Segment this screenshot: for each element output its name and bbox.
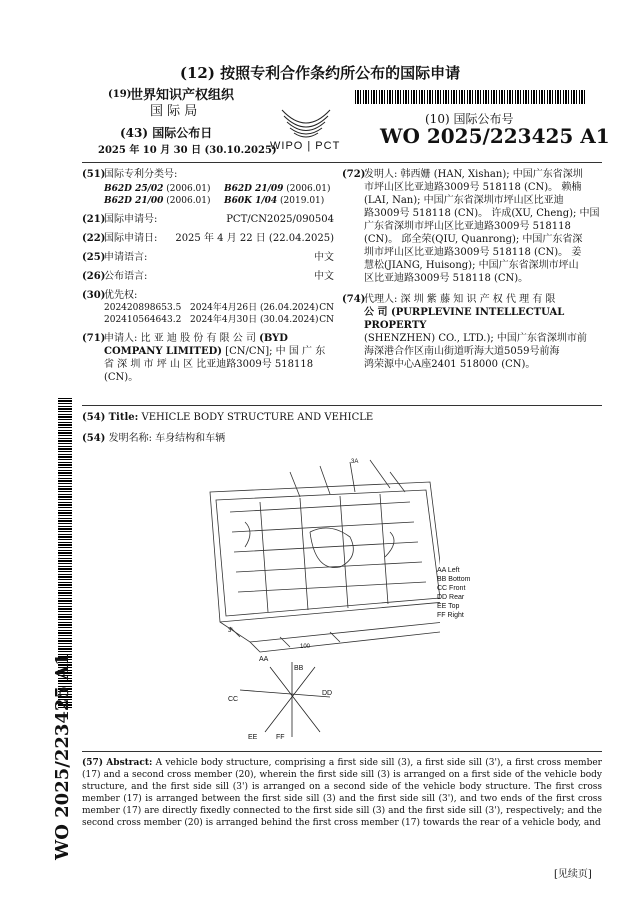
legend-bottom: BB Bottom	[437, 576, 471, 583]
applicant-address: [CN/CN]; 中 国 广 东 省 深 圳 市 坪 山 区 比亚迪路3009号 518118 (CN)。	[104, 346, 326, 383]
legend-top: EE Top	[437, 603, 460, 610]
inventors-line-2: 市坪山区比亚迪路3009号 518118 (CN)。 赖楠	[364, 182, 582, 193]
agent-line-2: 公 司 (PURPLEVINE INTELLECTUAL PROPERTY	[364, 307, 565, 331]
ipc-code-3: B62D 21/00	[104, 196, 164, 206]
f25-value: 中文	[314, 252, 334, 263]
figure-legend	[437, 566, 470, 620]
title-en-label: Title:	[108, 412, 139, 423]
label-3a: 3A	[351, 459, 359, 465]
f30-number: (30)	[82, 290, 106, 301]
title-divider	[82, 405, 602, 406]
inventors-line-8: 慧松(JIANG, Huisong); 中国广东省深圳市坪山	[364, 260, 579, 271]
label-3prime: 3'	[228, 628, 233, 634]
document-title: (12) 按照专利合作条约所公布的国际申请	[179, 64, 461, 82]
f25-number: (25)	[82, 252, 106, 263]
ipc-code-1: B62D 25/02	[104, 184, 164, 194]
applicant-cn: 申请人: 比 亚 迪 股 份 有 限 公 司	[104, 333, 260, 344]
label-100: 100	[300, 644, 311, 650]
inventors-line-7: 圳市坪山区比亚迪路3009号 518118 (CN)。 姜	[364, 247, 582, 258]
f30-label: 优先权:	[104, 290, 138, 301]
legend-right: FF Right	[437, 612, 464, 619]
f21-label: 国际申请号:	[104, 214, 158, 225]
title-cn-number: (54)	[82, 433, 106, 444]
legend-rear: DD Rear	[437, 594, 465, 601]
axis-label-ee: EE	[248, 734, 258, 741]
axis-label-ff: FF	[276, 734, 285, 741]
priority-country-1: CN	[319, 303, 334, 313]
pub-date: 2025 年 10 月 30 日 (30.10.2025)	[98, 145, 277, 156]
priority-date-2: 2024年4月30日 (30.04.2024)	[190, 315, 319, 325]
org-number: (19)	[108, 89, 132, 100]
ipc-ver-4: (2019.01)	[280, 196, 325, 206]
biblio-right	[342, 168, 604, 371]
ipc-ver-2: (2006.01)	[286, 184, 331, 194]
axis-label-dd: DD	[322, 690, 333, 697]
inventors-line-5: 广东省深圳市坪山区比亚迪路3009号 518118	[364, 221, 571, 232]
priority-date-1: 2024年4月26日 (26.04.2024)	[190, 303, 319, 313]
f22-label: 国际申请日:	[104, 233, 158, 244]
abstract-label: Abstract:	[106, 758, 153, 768]
f26-number: (26)	[82, 271, 106, 282]
f51-number: (51)	[82, 169, 106, 180]
f74-number: (74)	[342, 294, 366, 305]
header-divider	[82, 162, 602, 163]
priority-no-2: 202410564643.2	[104, 315, 182, 325]
pub-no-label: (10) 国际公布号	[425, 112, 514, 126]
f21-value: PCT/CN2025/090504	[226, 214, 334, 225]
f26-label: 公布语言:	[104, 271, 148, 282]
agent-line-3: (SHENZHEN) CO., LTD.); 中国广东省深圳市前	[364, 333, 587, 344]
title-en	[82, 411, 373, 424]
wipo-logo-text: WIPO | PCT	[270, 140, 341, 152]
inventors-line-6: (CN)。 邱全荣(QIU, Quanrong); 中国广东省深	[364, 234, 583, 245]
title-cn-text: 车身结构和车辆	[155, 433, 226, 444]
f72-number: (72)	[342, 169, 366, 180]
agent-line-4: 海深港合作区南山街道听海大道5059号前海	[364, 346, 560, 357]
title-en-number: (54)	[82, 412, 106, 423]
side-pub-number: WO 2025/223425 A1	[52, 653, 73, 860]
title-cn	[82, 432, 225, 445]
title-en-text: VEHICLE BODY STRUCTURE AND VEHICLE	[141, 412, 374, 423]
ipc-code-4: B60K 1/04	[224, 196, 278, 206]
abstract-number: (57)	[82, 758, 104, 768]
agent-line-5: 鸿荣源中心A座2401 518000 (CN)。	[364, 359, 536, 370]
abstract	[82, 757, 602, 829]
axis-label-bb: BB	[294, 665, 304, 672]
pub-number: WO 2025/223425 A1	[380, 124, 610, 148]
vehicle-body-drawing	[190, 452, 440, 752]
org-name: 世界知识产权组织	[130, 88, 235, 103]
pub-date-label: (43) 国际公布日	[120, 126, 213, 140]
continued-note: [见续页]	[554, 869, 592, 880]
axis-label-cc: CC	[228, 696, 239, 703]
f21-number: (21)	[82, 214, 106, 225]
axis-label-aa: AA	[259, 656, 269, 663]
f71-number: (71)	[82, 333, 106, 344]
barcode-top	[355, 90, 585, 104]
f26-value: 中文	[314, 271, 334, 282]
ipc-ver-1: (2006.01)	[166, 184, 211, 194]
title-cn-label: 发明名称:	[108, 433, 152, 444]
inventors-line-3: (LAI, Nan); 中国广东省深圳市坪山区比亚迪	[364, 195, 564, 206]
inventors-line-9: 区比亚迪路3009号 518118 (CN)。	[364, 273, 529, 284]
org-bureau: 国 际 局	[150, 104, 198, 119]
applicant-en: (BYD COMPANY LIMITED)	[104, 333, 288, 357]
f51-label: 国际专利分类号:	[104, 169, 178, 180]
ipc-code-2: B62D 21/09	[224, 184, 284, 194]
legend-left: AA Left	[437, 567, 460, 574]
legend-front: CC Front	[437, 585, 466, 592]
ipc-ver-3: (2006.01)	[166, 196, 211, 206]
abstract-divider	[82, 751, 602, 752]
inventors-line-1: 发明人: 韩西姗 (HAN, Xishan); 中国广东省深圳	[364, 169, 583, 180]
abstract-text: A vehicle body structure, comprising a first side sill (3), a first side sill (3'), a first cross member (17) and a second cross member (20), wherein the first side sill (3) is arranged on a first side of the vehicle body structure, and the first side sill (3') is arranged on a second side of the vehicle body structure. The first cross member (17) is arranged between the first side sill (3) and the first side sill (3'), and two ends of the first cross member (17) are directly fixedly connected to the first side sill (3) and the first side sill (3'), respectively; and the second cross member (20) is arranged behind the first cross member (17) towards the rear of a vehicle body, and	[82, 758, 602, 828]
f22-value: 2025 年 4 月 22 日 (22.04.2025)	[175, 233, 334, 244]
priority-country-2: CN	[319, 315, 334, 325]
agent-line-1: 代理人: 深 圳 紫 藤 知 识 产 权 代 理 有 限	[364, 294, 556, 305]
f25-label: 申请语言:	[104, 252, 148, 263]
biblio-left	[82, 168, 334, 384]
inventors-line-4: 路3009号 518118 (CN)。 许成(XU, Cheng); 中国	[364, 208, 600, 219]
priority-no-1: 202420898653.5	[104, 303, 182, 313]
f22-number: (22)	[82, 233, 106, 244]
